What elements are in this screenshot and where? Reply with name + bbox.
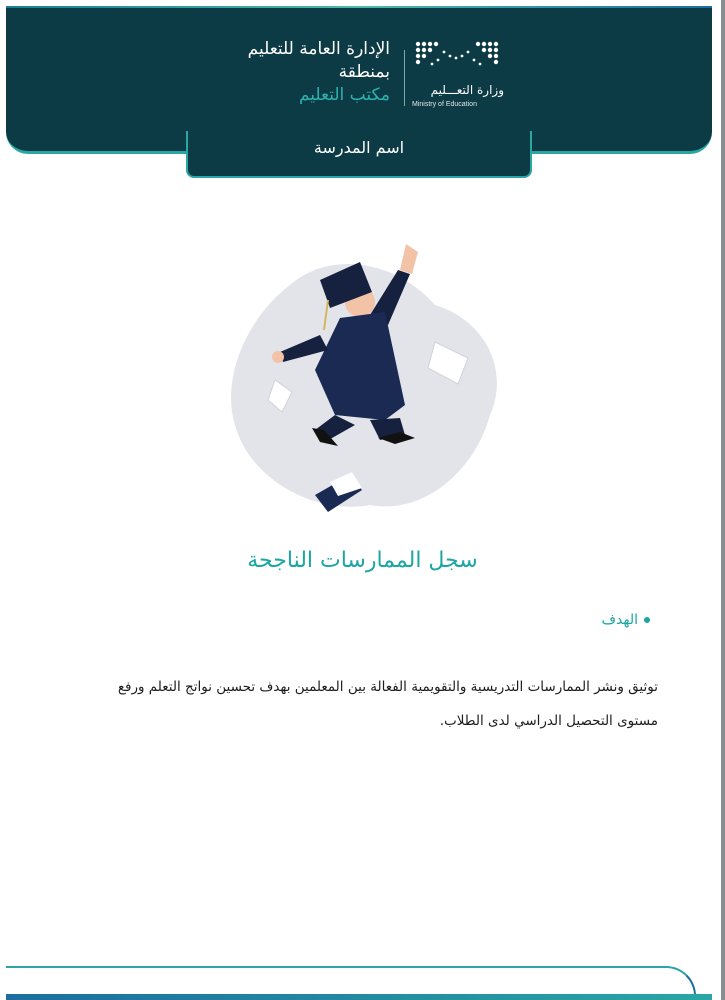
graduate-illustration bbox=[220, 230, 510, 520]
admin-line-2: بمنطقة bbox=[338, 62, 390, 82]
footer-band bbox=[6, 994, 712, 1000]
administration-block bbox=[200, 38, 390, 107]
goal-heading: الهدف bbox=[601, 612, 638, 628]
logo-arabic-text: وزارة التعـــليم bbox=[430, 83, 504, 97]
logo-english-text: Ministry of Education bbox=[412, 101, 477, 108]
page-edge-strip bbox=[721, 0, 725, 1000]
goal-text-line-2: مستوى التحصيل الدراسي لدى الطلاب. bbox=[439, 713, 658, 729]
office-name: مكتب التعليم bbox=[298, 85, 390, 105]
admin-line-1: الإدارة العامة للتعليم bbox=[247, 39, 390, 59]
school-name-tab: اسم المدرسة bbox=[186, 131, 532, 178]
goal-paragraph bbox=[78, 670, 658, 738]
goal-heading-row bbox=[470, 612, 650, 628]
bullet-icon bbox=[644, 617, 650, 623]
document-title: سجل الممارسات الناجحة bbox=[247, 548, 478, 573]
goal-text-line-1: توثيق ونشر الممارسات التدريسية والتقويمية الفعالة بين المعلمين بهدف تحسين نواتج التعلم ورفع bbox=[117, 679, 658, 695]
logo-divider bbox=[404, 50, 405, 106]
